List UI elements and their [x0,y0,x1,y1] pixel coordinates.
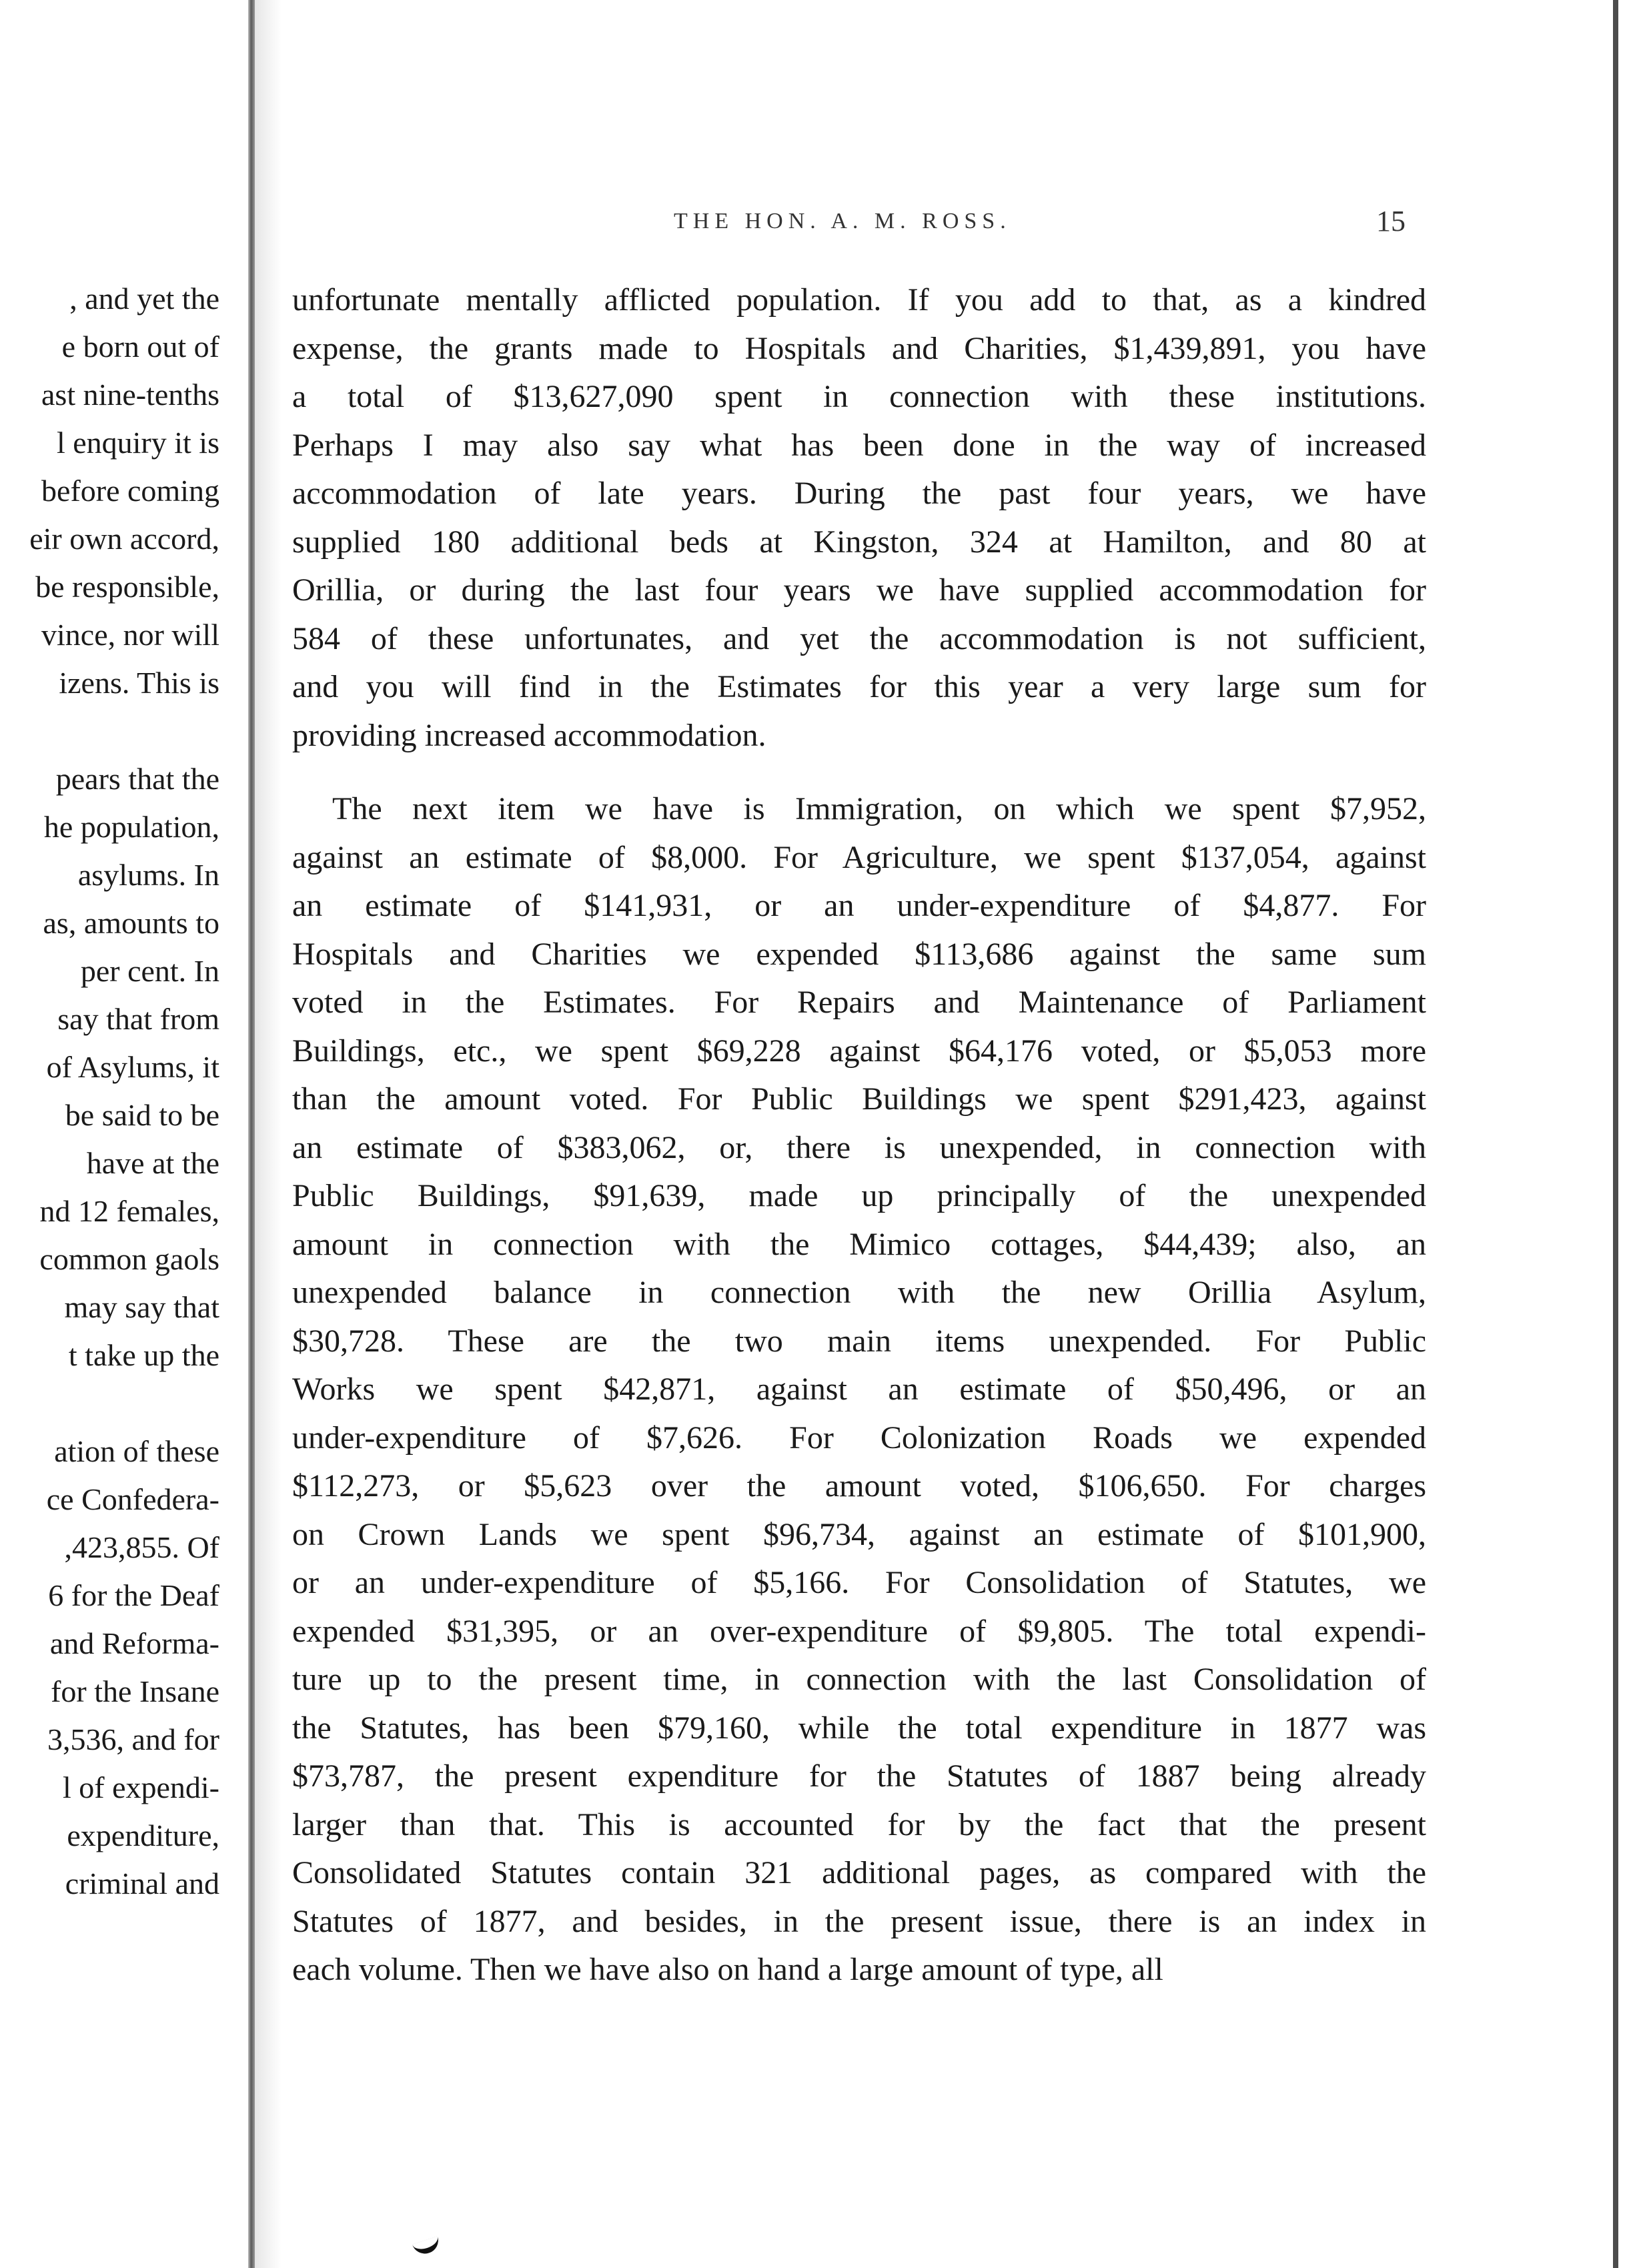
text-line: amount in connection with the Mimico cottages, $44,439; also, an [292,1226,1426,1262]
text-line: $112,273, or $5,623 over the amount voted, $106,650. For charges [292,1468,1426,1504]
text-line: Public Buildings, $91,639, made up principally of the unexpended [292,1178,1426,1213]
text-line: The next item we have is Immigration, on which we spent $7,952, [332,791,1426,826]
text-line: ture up to the present time, in connection with the last Consolidation of [292,1662,1426,1697]
left-page-line: of Asylums, it [46,1050,219,1084]
left-page-line: t take up the [68,1338,219,1372]
left-page-line: ,423,855. Of [64,1530,219,1564]
left-page-line: before coming [41,474,219,508]
left-page-line: , and yet the [69,281,219,316]
text-line: Works we spent $42,871, against an estimate of $50,496, or an [292,1371,1426,1407]
text-line: Orillia, or during the last four years we have supplied accommodation for [292,572,1426,608]
left-page-line: l enquiry it is [56,426,219,460]
text-line: unexpended balance in connection with the new Orillia Asylum, [292,1275,1426,1310]
ink-mark [412,2236,442,2257]
page-number: 15 [1376,205,1406,237]
left-page-line: he population, [43,810,219,844]
text-line: supplied 180 additional beds at Kingston, 324 at Hamilton, and 80 at [292,524,1426,560]
left-page-line: l of expendi- [62,1770,219,1804]
left-page-line: have at the [86,1146,219,1180]
left-page-line: izens. This is [59,666,219,700]
left-page-line: and Reforma- [49,1626,219,1660]
left-page-line: be said to be [65,1098,219,1132]
text-line: expended $31,395, or an over-expenditure of $9,805. The total expendi- [292,1613,1426,1649]
text-line: than the amount voted. For Public Buildings we spent $291,423, against [292,1081,1426,1117]
left-page-line: vince, nor will [41,618,219,652]
text-line: unfortunate mentally afflicted population. If you add to that, as a kindred [292,282,1426,318]
left-page-line: e born out of [61,330,219,364]
left-page-line: criminal and [65,1866,219,1900]
gutter-shadow [255,0,282,2268]
text-line: accommodation of late years. During the past four years, we have [292,476,1426,511]
left-page-line: may say that [64,1290,219,1324]
left-page-line: pears that the [55,762,219,796]
left-page-line: ast nine-tenths [41,378,219,412]
page-edge [1613,0,1618,2268]
text-line: providing increased accommodation. [292,717,766,753]
left-page-line: eir own accord, [29,522,219,556]
left-page-line: per cent. In [80,954,219,988]
text-line: and you will find in the Estimates for this year a very large sum for [292,669,1426,704]
text-line: Buildings, etc., we spent $69,228 against $64,176 voted, or $5,053 more [292,1033,1426,1069]
left-page-line: common gaols [39,1242,219,1276]
left-page-fragment [0,280,223,1988]
text-line: a total of $13,627,090 spent in connection with these institutions. [292,379,1426,414]
book-spine-gutter [248,0,255,2268]
left-page-line: ation of these [54,1434,219,1468]
left-page-line: be responsible, [35,570,219,604]
text-line: Statutes of 1877, and besides, in the present issue, there is an index in [292,1903,1426,1939]
text-line: or an under-expenditure of $5,166. For Consolidation of Statutes, we [292,1565,1426,1600]
left-page-line: 6 for the Deaf [48,1578,219,1612]
left-page-line: expenditure, [67,1818,219,1852]
text-line: voted in the Estimates. For Repairs and Maintenance of Parliament [292,985,1426,1020]
text-line: larger than that. This is accounted for by the fact that the present [292,1806,1426,1842]
left-page-line: as, amounts to [43,906,219,940]
text-line: Consolidated Statutes contain 321 additional pages, as compared with the [292,1855,1426,1890]
text-line: against an estimate of $8,000. For Agriculture, we spent $137,054, against [292,839,1426,875]
text-line: expense, the grants made to Hospitals and Charities, $1,439,891, you have [292,330,1426,366]
running-header: THE HON. A. M. ROSS. [674,209,1011,233]
main-text-block [292,280,1426,2215]
text-line: Perhaps I may also say what has been done in the way of increased [292,427,1426,463]
text-line: an estimate of $383,062, or, there is unexpended, in connection with [292,1129,1426,1165]
text-line: the Statutes, has been $79,160, while the total expenditure in 1877 was [292,1710,1426,1746]
text-line: under-expenditure of $7,626. For Colonization Roads we expended [292,1420,1426,1456]
text-line: on Crown Lands we spent $96,734, against an estimate of $101,900, [292,1516,1426,1552]
text-line: $73,787, the present expenditure for the Statutes of 1887 being already [292,1758,1426,1794]
text-line: Hospitals and Charities we expended $113,686 against the same sum [292,936,1426,972]
left-page-line: say that from [57,1002,219,1036]
left-page-line: 3,536, and for [47,1722,219,1756]
left-page-line: asylums. In [77,858,219,892]
text-line: each volume. Then we have also on hand a large amount of type, all [292,1952,1163,1987]
left-page-line: for the Insane [51,1674,219,1708]
left-page-line: nd 12 females, [39,1194,219,1228]
left-page-line: ce Confedera- [46,1482,219,1516]
text-line: an estimate of $141,931, or an under-expenditure of $4,877. For [292,888,1426,923]
text-line: 584 of these unfortunates, and yet the accommodation is not sufficient, [292,620,1426,656]
text-line: $30,728. These are the two main items unexpended. For Public [292,1323,1426,1359]
